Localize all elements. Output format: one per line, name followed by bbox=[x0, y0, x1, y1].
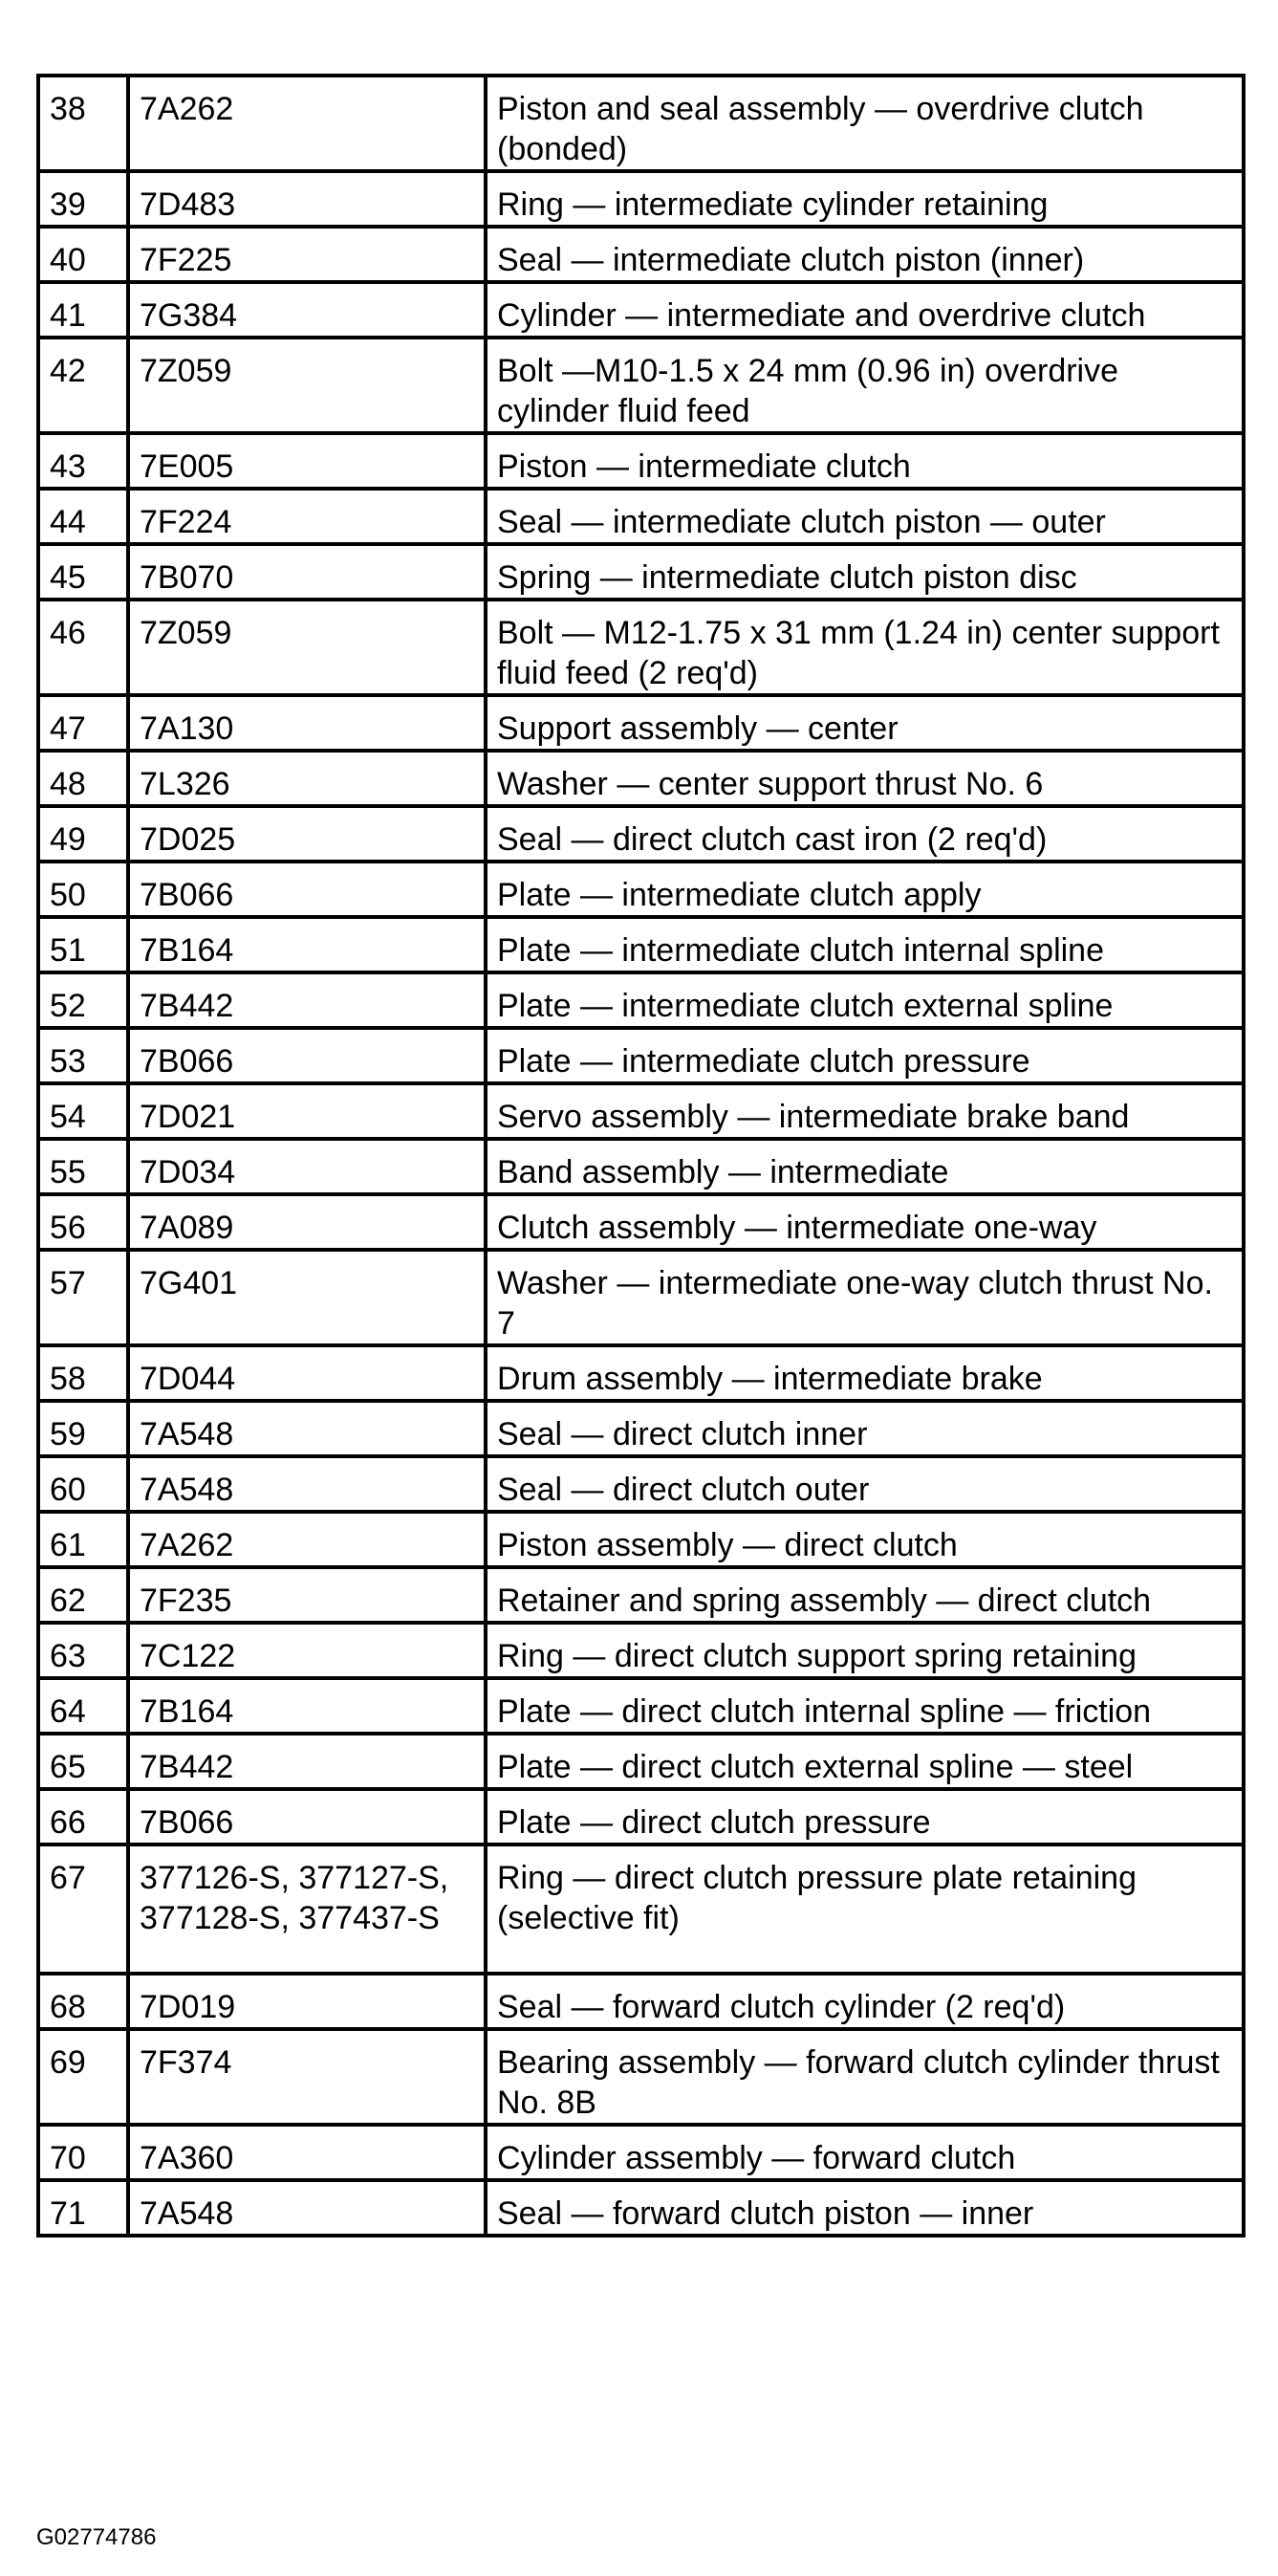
part-number-cell: 7A548 bbox=[128, 2180, 486, 2236]
description-cell: Plate — direct clutch internal spline — friction bbox=[486, 1678, 1244, 1734]
description-cell: Plate — direct clutch pressure bbox=[486, 1789, 1244, 1845]
table-row bbox=[38, 1734, 1244, 1789]
part-number-cell: 7A089 bbox=[128, 1194, 486, 1250]
part-number-cell: 7B066 bbox=[128, 1789, 486, 1845]
part-number-cell: 7D034 bbox=[128, 1139, 486, 1194]
description-cell: Seal — forward clutch piston — inner bbox=[486, 2180, 1244, 2236]
table-row bbox=[38, 489, 1244, 544]
item-number-cell: 59 bbox=[38, 1401, 128, 1456]
description-cell: Seal — forward clutch cylinder (2 req'd) bbox=[486, 1974, 1244, 2029]
part-number-cell: 7B066 bbox=[128, 1028, 486, 1083]
part-number-cell: 7A130 bbox=[128, 695, 486, 751]
table-row bbox=[38, 1567, 1244, 1623]
part-number-cell: 377126-S, 377127-S, 377128-S, 377437-S bbox=[128, 1845, 486, 1974]
description-cell: Spring — intermediate clutch piston disc bbox=[486, 544, 1244, 600]
table-row bbox=[38, 338, 1244, 433]
table-row bbox=[38, 227, 1244, 282]
description-cell: Band assembly — intermediate bbox=[486, 1139, 1244, 1194]
item-number-cell: 67 bbox=[38, 1845, 128, 1974]
table-row bbox=[38, 695, 1244, 751]
table-row bbox=[38, 1974, 1244, 2029]
item-number-cell: 46 bbox=[38, 600, 128, 695]
part-number-cell: 7D025 bbox=[128, 806, 486, 862]
item-number-cell: 58 bbox=[38, 1345, 128, 1401]
part-number-cell: 7B066 bbox=[128, 862, 486, 917]
description-cell: Seal — direct clutch inner bbox=[486, 1401, 1244, 1456]
table-row bbox=[38, 1028, 1244, 1083]
description-cell: Ring — direct clutch support spring retaining bbox=[486, 1623, 1244, 1678]
table-row bbox=[38, 862, 1244, 917]
part-number-cell: 7D044 bbox=[128, 1345, 486, 1401]
item-number-cell: 66 bbox=[38, 1789, 128, 1845]
table-row bbox=[38, 282, 1244, 338]
description-cell: Piston assembly — direct clutch bbox=[486, 1512, 1244, 1567]
table-row bbox=[38, 751, 1244, 806]
description-cell: Servo assembly — intermediate brake band bbox=[486, 1083, 1244, 1139]
item-number-cell: 51 bbox=[38, 917, 128, 972]
description-cell: Washer — center support thrust No. 6 bbox=[486, 751, 1244, 806]
description-cell: Seal — direct clutch outer bbox=[486, 1456, 1244, 1512]
part-number-cell: 7Z059 bbox=[128, 600, 486, 695]
part-number-cell: 7F235 bbox=[128, 1567, 486, 1623]
table-row bbox=[38, 1250, 1244, 1345]
part-number-cell: 7D019 bbox=[128, 1974, 486, 2029]
part-number-cell: 7D021 bbox=[128, 1083, 486, 1139]
item-number-cell: 70 bbox=[38, 2125, 128, 2180]
description-cell: Support assembly — center bbox=[486, 695, 1244, 751]
table-row bbox=[38, 1139, 1244, 1194]
part-number-cell: 7A360 bbox=[128, 2125, 486, 2180]
table-row bbox=[38, 1401, 1244, 1456]
item-number-cell: 49 bbox=[38, 806, 128, 862]
item-number-cell: 40 bbox=[38, 227, 128, 282]
table-row bbox=[38, 806, 1244, 862]
description-cell: Bolt —M10-1.5 x 24 mm (0.96 in) overdrive cylinder fluid feed bbox=[486, 338, 1244, 433]
table-row bbox=[38, 1678, 1244, 1734]
part-number-cell: 7F224 bbox=[128, 489, 486, 544]
description-cell: Clutch assembly — intermediate one-way bbox=[486, 1194, 1244, 1250]
part-number-cell: 7Z059 bbox=[128, 338, 486, 433]
part-number-cell: 7B442 bbox=[128, 972, 486, 1028]
table-row bbox=[38, 2180, 1244, 2236]
item-number-cell: 44 bbox=[38, 489, 128, 544]
description-cell: Ring — intermediate cylinder retaining bbox=[486, 171, 1244, 227]
description-cell: Plate — intermediate clutch apply bbox=[486, 862, 1244, 917]
part-number-cell: 7A548 bbox=[128, 1401, 486, 1456]
item-number-cell: 65 bbox=[38, 1734, 128, 1789]
table-row bbox=[38, 1456, 1244, 1512]
part-number-cell: 7C122 bbox=[128, 1623, 486, 1678]
item-number-cell: 45 bbox=[38, 544, 128, 600]
item-number-cell: 68 bbox=[38, 1974, 128, 2029]
table-row bbox=[38, 1512, 1244, 1567]
description-cell: Cylinder assembly — forward clutch bbox=[486, 2125, 1244, 2180]
description-cell: Seal — intermediate clutch piston — outer bbox=[486, 489, 1244, 544]
part-number-cell: 7G401 bbox=[128, 1250, 486, 1345]
item-number-cell: 38 bbox=[38, 76, 128, 171]
parts-table bbox=[36, 74, 1246, 2238]
item-number-cell: 71 bbox=[38, 2180, 128, 2236]
part-number-cell: 7G384 bbox=[128, 282, 486, 338]
table-row bbox=[38, 1083, 1244, 1139]
item-number-cell: 61 bbox=[38, 1512, 128, 1567]
part-number-cell: 7L326 bbox=[128, 751, 486, 806]
parts-table-body bbox=[38, 76, 1244, 2236]
table-row bbox=[38, 76, 1244, 171]
item-number-cell: 57 bbox=[38, 1250, 128, 1345]
item-number-cell: 60 bbox=[38, 1456, 128, 1512]
table-row bbox=[38, 2125, 1244, 2180]
figure-id: G02774786 bbox=[36, 2524, 157, 2550]
description-cell: Plate — intermediate clutch external spline bbox=[486, 972, 1244, 1028]
item-number-cell: 50 bbox=[38, 862, 128, 917]
description-cell: Seal — intermediate clutch piston (inner) bbox=[486, 227, 1244, 282]
description-cell: Bearing assembly — forward clutch cylinder thrust No. 8B bbox=[486, 2029, 1244, 2125]
table-row bbox=[38, 433, 1244, 489]
table-row bbox=[38, 972, 1244, 1028]
item-number-cell: 63 bbox=[38, 1623, 128, 1678]
item-number-cell: 47 bbox=[38, 695, 128, 751]
item-number-cell: 42 bbox=[38, 338, 128, 433]
item-number-cell: 55 bbox=[38, 1139, 128, 1194]
description-cell: Washer — intermediate one-way clutch thrust No. 7 bbox=[486, 1250, 1244, 1345]
item-number-cell: 52 bbox=[38, 972, 128, 1028]
part-number-cell: 7B442 bbox=[128, 1734, 486, 1789]
item-number-cell: 62 bbox=[38, 1567, 128, 1623]
part-number-cell: 7D483 bbox=[128, 171, 486, 227]
item-number-cell: 41 bbox=[38, 282, 128, 338]
part-number-cell: 7B164 bbox=[128, 1678, 486, 1734]
item-number-cell: 54 bbox=[38, 1083, 128, 1139]
description-cell: Drum assembly — intermediate brake bbox=[486, 1345, 1244, 1401]
description-cell: Piston and seal assembly — overdrive clutch (bonded) bbox=[486, 76, 1244, 171]
description-cell: Seal — direct clutch cast iron (2 req'd) bbox=[486, 806, 1244, 862]
description-cell: Piston — intermediate clutch bbox=[486, 433, 1244, 489]
item-number-cell: 69 bbox=[38, 2029, 128, 2125]
part-number-cell: 7A548 bbox=[128, 1456, 486, 1512]
description-cell: Cylinder — intermediate and overdrive clutch bbox=[486, 282, 1244, 338]
part-number-cell: 7E005 bbox=[128, 433, 486, 489]
item-number-cell: 64 bbox=[38, 1678, 128, 1734]
table-row bbox=[38, 600, 1244, 695]
description-cell: Ring — direct clutch pressure plate retaining (selective fit) bbox=[486, 1845, 1244, 1974]
table-row bbox=[38, 1623, 1244, 1678]
table-row bbox=[38, 1345, 1244, 1401]
part-number-cell: 7A262 bbox=[128, 1512, 486, 1567]
table-row bbox=[38, 1845, 1244, 1974]
table-row bbox=[38, 2029, 1244, 2125]
table-row bbox=[38, 171, 1244, 227]
item-number-cell: 53 bbox=[38, 1028, 128, 1083]
table-row bbox=[38, 544, 1244, 600]
part-number-cell: 7F225 bbox=[128, 227, 486, 282]
table-row bbox=[38, 1194, 1244, 1250]
item-number-cell: 43 bbox=[38, 433, 128, 489]
table-row bbox=[38, 917, 1244, 972]
description-cell: Plate — direct clutch external spline — steel bbox=[486, 1734, 1244, 1789]
description-cell: Bolt — M12-1.75 x 31 mm (1.24 in) center support fluid feed (2 req'd) bbox=[486, 600, 1244, 695]
item-number-cell: 56 bbox=[38, 1194, 128, 1250]
item-number-cell: 39 bbox=[38, 171, 128, 227]
part-number-cell: 7F374 bbox=[128, 2029, 486, 2125]
part-number-cell: 7B070 bbox=[128, 544, 486, 600]
description-cell: Plate — intermediate clutch pressure bbox=[486, 1028, 1244, 1083]
item-number-cell: 48 bbox=[38, 751, 128, 806]
description-cell: Plate — intermediate clutch internal spline bbox=[486, 917, 1244, 972]
part-number-cell: 7A262 bbox=[128, 76, 486, 171]
part-number-cell: 7B164 bbox=[128, 917, 486, 972]
description-cell: Retainer and spring assembly — direct clutch bbox=[486, 1567, 1244, 1623]
table-row bbox=[38, 1789, 1244, 1845]
